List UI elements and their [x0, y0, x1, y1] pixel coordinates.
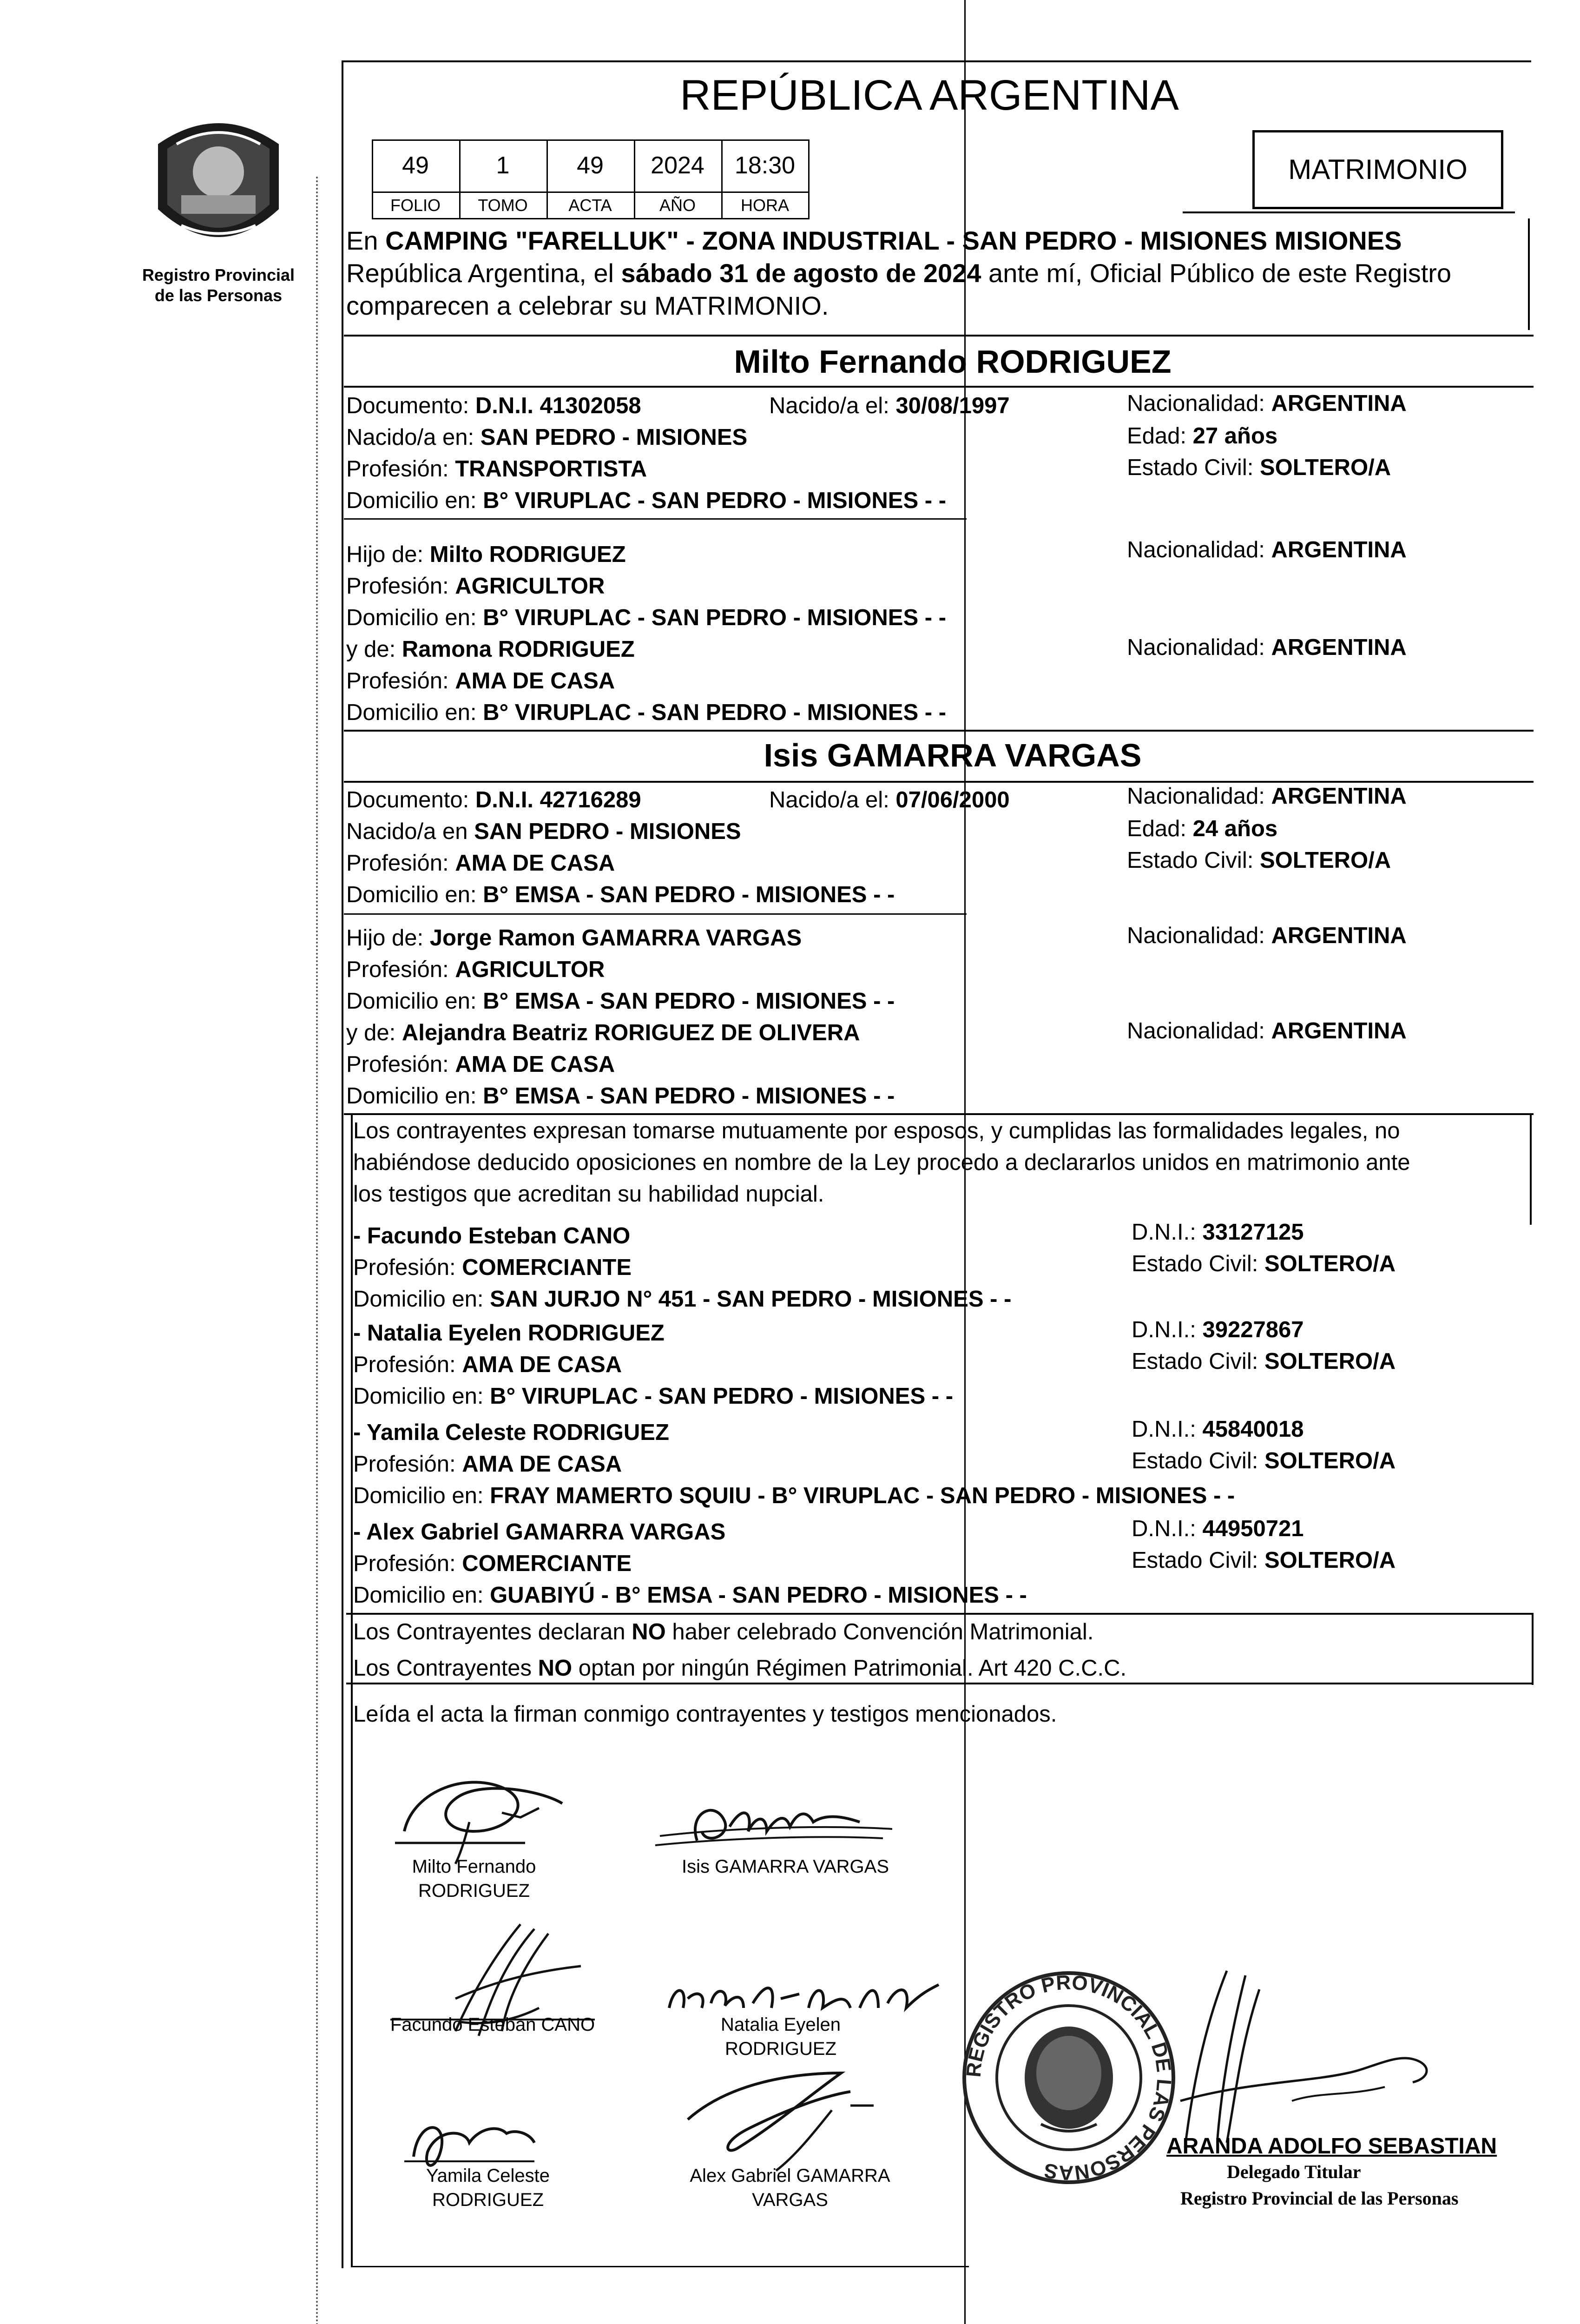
witness2-dni: D.N.I.: 39227867	[1132, 1317, 1304, 1342]
witness3-dni: D.N.I.: 45840018	[1132, 1417, 1304, 1442]
signature-4-name: Natalia Eyelen	[721, 2014, 841, 2035]
party1-profession: Profesión: TRANSPORTISTA	[346, 456, 647, 482]
party2-address: Domicilio en: B° EMSA - SAN PEDRO - MISIONES - -	[346, 882, 895, 907]
declaration-line2: habiéndose deducido oposiciones en nombre de la Ley procedo a declararlos unidos en matrimonio ante	[353, 1150, 1410, 1175]
registry-caption-line1: Registro Provincial	[142, 265, 295, 284]
witness4-dni: D.N.I.: 44950721	[1132, 1516, 1304, 1541]
witness2-civil-status: Estado Civil: SOLTERO/A	[1132, 1349, 1396, 1374]
party2-document: Documento: D.N.I. 42716289	[346, 787, 641, 812]
year-value: 2024	[651, 152, 704, 179]
party1-mother-nationality: Nacionalidad: ARGENTINA	[1127, 635, 1407, 660]
party2-father-address: Domicilio en: B° EMSA - SAN PEDRO - MISIONES - -	[346, 989, 895, 1014]
convention-line2: Los Contrayentes NO optan por ningún Régimen Patrimonial. Art 420 C.C.C.	[353, 1656, 1127, 1681]
tomo-label: TOMO	[478, 196, 528, 215]
witness4-profession: Profesión: COMERCIANTE	[353, 1551, 632, 1576]
party1-father-nationality: Nacionalidad: ARGENTINA	[1127, 537, 1407, 562]
party2-mother-profession: Profesión: AMA DE CASA	[346, 1052, 615, 1077]
registry-caption	[116, 265, 321, 306]
signature-5-caption	[400, 2164, 576, 2212]
stamp-ring-text: REGISTRO PROVINCIAL DE LAS PERSONAS	[962, 1971, 1176, 2185]
intro-line2: República Argentina, el sábado 31 de agosto de 2024 ante mí, Oficial Público de este Registro	[346, 258, 1452, 288]
declaration-line3: los testigos que acreditan su habilidad nupcial.	[353, 1182, 824, 1207]
officer-signature	[1152, 1961, 1468, 2157]
convention-line1: Los Contrayentes declaran NO haber celebrado Convención Matrimonial.	[353, 1619, 1094, 1644]
witness3-name: - Yamila Celeste RODRIGUEZ	[353, 1420, 669, 1445]
party2-birthplace: Nacido/a en SAN PEDRO - MISIONES	[346, 819, 741, 844]
record-type: MATRIMONIO	[1288, 154, 1468, 185]
officer-org: Registro Provincial de las Personas	[1180, 2188, 1459, 2209]
officer-title: Delegado Titular	[1227, 2161, 1361, 2182]
party1-father-address: Domicilio en: B° VIRUPLAC - SAN PEDRO - MISIONES - -	[346, 605, 947, 630]
signature-1-name: Milto Fernando	[412, 1856, 536, 1877]
witness4-address: Domicilio en: GUABIYÚ - B° EMSA - SAN PEDRO - MISIONES - -	[353, 1583, 1027, 1608]
signature-2-caption: Isis GAMARRA VARGAS	[681, 1856, 889, 1877]
party2-age: Edad: 24 años	[1127, 816, 1278, 841]
witness1-dni: D.N.I.: 33127125	[1132, 1220, 1304, 1245]
intro-line3: comparecen a celebrar su MATRIMONIO.	[346, 291, 829, 320]
party1-birthdate: Nacido/a el: 30/08/1997	[769, 393, 1010, 418]
province-logo	[130, 93, 307, 270]
witness3-address: Domicilio en: FRAY MAMERTO SQUIU - B° VIRUPLAC - SAN PEDRO - MISIONES - -	[353, 1483, 1235, 1508]
signature-4-caption	[692, 2013, 869, 2061]
witness3-civil-status: Estado Civil: SOLTERO/A	[1132, 1448, 1396, 1473]
registry-caption-line2: de las Personas	[154, 286, 283, 305]
witness1-name: - Facundo Esteban CANO	[353, 1223, 631, 1248]
party1-father: Hijo de: Milto RODRIGUEZ	[346, 542, 626, 567]
signature-1-caption	[400, 1855, 548, 1903]
party2-mother: y de: Alejandra Beatriz RORIGUEZ DE OLIVERA	[346, 1020, 860, 1045]
signature-6-name: Alex Gabriel GAMARRA	[690, 2166, 890, 2186]
signature-4-surname: RODRIGUEZ	[725, 2039, 836, 2059]
party1-address: Domicilio en: B° VIRUPLAC - SAN PEDRO - MISIONES - -	[346, 488, 947, 513]
acta-value: 49	[577, 152, 604, 179]
party1-father-profession: Profesión: AGRICULTOR	[346, 574, 605, 599]
party1-age: Edad: 27 años	[1127, 423, 1278, 449]
party1-birthplace: Nacido/a en: SAN PEDRO - MISIONES	[346, 425, 748, 450]
hour-label: HORA	[740, 196, 789, 215]
witness4-name: - Alex Gabriel GAMARRA VARGAS	[353, 1519, 726, 1545]
acta-label: ACTA	[568, 196, 612, 215]
folio-value: 49	[402, 152, 429, 179]
record-fields-table	[372, 139, 809, 218]
signature-5-surname: RODRIGUEZ	[432, 2190, 544, 2210]
officer-name: ARANDA ADOLFO SEBASTIAN	[1166, 2134, 1497, 2159]
document-title: REPÚBLICA ARGENTINA	[680, 72, 1179, 119]
signature-6-surname: VARGAS	[752, 2190, 828, 2210]
party1-document: Documento: D.N.I. 41302058	[346, 393, 641, 418]
party2-mother-nationality: Nacionalidad: ARGENTINA	[1127, 1018, 1407, 1043]
official-stamp	[957, 1966, 1180, 2189]
party1-civil-status: Estado Civil: SOLTERO/A	[1127, 455, 1391, 480]
party1-mother-profession: Profesión: AMA DE CASA	[346, 668, 615, 693]
signature-1-surname: RODRIGUEZ	[418, 1881, 530, 1901]
party1-name: Milto Fernando RODRIGUEZ	[734, 343, 1172, 380]
witness1-civil-status: Estado Civil: SOLTERO/A	[1132, 1251, 1396, 1276]
party2-father-nationality: Nacionalidad: ARGENTINA	[1127, 923, 1407, 948]
party2-birthdate: Nacido/a el: 07/06/2000	[769, 787, 1010, 812]
signature-1	[386, 1762, 581, 1868]
record-type-box	[1252, 130, 1503, 209]
witness1-address: Domicilio en: SAN JURJO N° 451 - SAN PEDRO - MISIONES - -	[353, 1287, 1012, 1312]
year-label: AÑO	[659, 196, 696, 215]
intro-line1: En CAMPING "FARELLUK" - ZONA INDUSTRIAL - SAN PEDRO - MISIONES MISIONES	[346, 226, 1402, 255]
folio-label: FOLIO	[390, 196, 441, 215]
party2-name: Isis GAMARRA VARGAS	[764, 737, 1142, 773]
party1-nationality: Nacionalidad: ARGENTINA	[1127, 391, 1407, 416]
margin-rule	[316, 177, 318, 2324]
party2-civil-status: Estado Civil: SOLTERO/A	[1127, 848, 1391, 873]
signature-3-caption: Facundo Esteban CANO	[390, 2014, 595, 2035]
party2-mother-address: Domicilio en: B° EMSA - SAN PEDRO - MISIONES - -	[346, 1083, 895, 1109]
witness3-profession: Profesión: AMA DE CASA	[353, 1452, 622, 1477]
party1-mother-address: Domicilio en: B° VIRUPLAC - SAN PEDRO - MISIONES - -	[346, 700, 947, 725]
closing-statement: Leída el acta la firman conmigo contrayentes y testigos mencionados.	[353, 1702, 1057, 1727]
witness1-profession: Profesión: COMERCIANTE	[353, 1255, 632, 1280]
signature-6	[674, 2054, 897, 2175]
signature-5-name: Yamila Celeste	[426, 2166, 550, 2186]
party2-nationality: Nacionalidad: ARGENTINA	[1127, 784, 1407, 809]
party1-mother: y de: Ramona RODRIGUEZ	[346, 637, 635, 662]
signature-6-caption	[669, 2164, 911, 2212]
witness2-address: Domicilio en: B° VIRUPLAC - SAN PEDRO - MISIONES - -	[353, 1384, 954, 1409]
witness4-civil-status: Estado Civil: SOLTERO/A	[1132, 1548, 1396, 1573]
party2-father: Hijo de: Jorge Ramon GAMARRA VARGAS	[346, 925, 802, 951]
declaration-line1: Los contrayentes expresan tomarse mutuamente por esposos, y cumplidas las formalidades legales, no	[353, 1118, 1400, 1143]
hour-value: 18:30	[734, 152, 796, 179]
tomo-value: 1	[496, 152, 510, 179]
party2-father-profession: Profesión: AGRICULTOR	[346, 957, 605, 982]
party2-profession: Profesión: AMA DE CASA	[346, 851, 615, 876]
witness2-profession: Profesión: AMA DE CASA	[353, 1352, 622, 1377]
witness2-name: - Natalia Eyelen RODRIGUEZ	[353, 1320, 665, 1346]
